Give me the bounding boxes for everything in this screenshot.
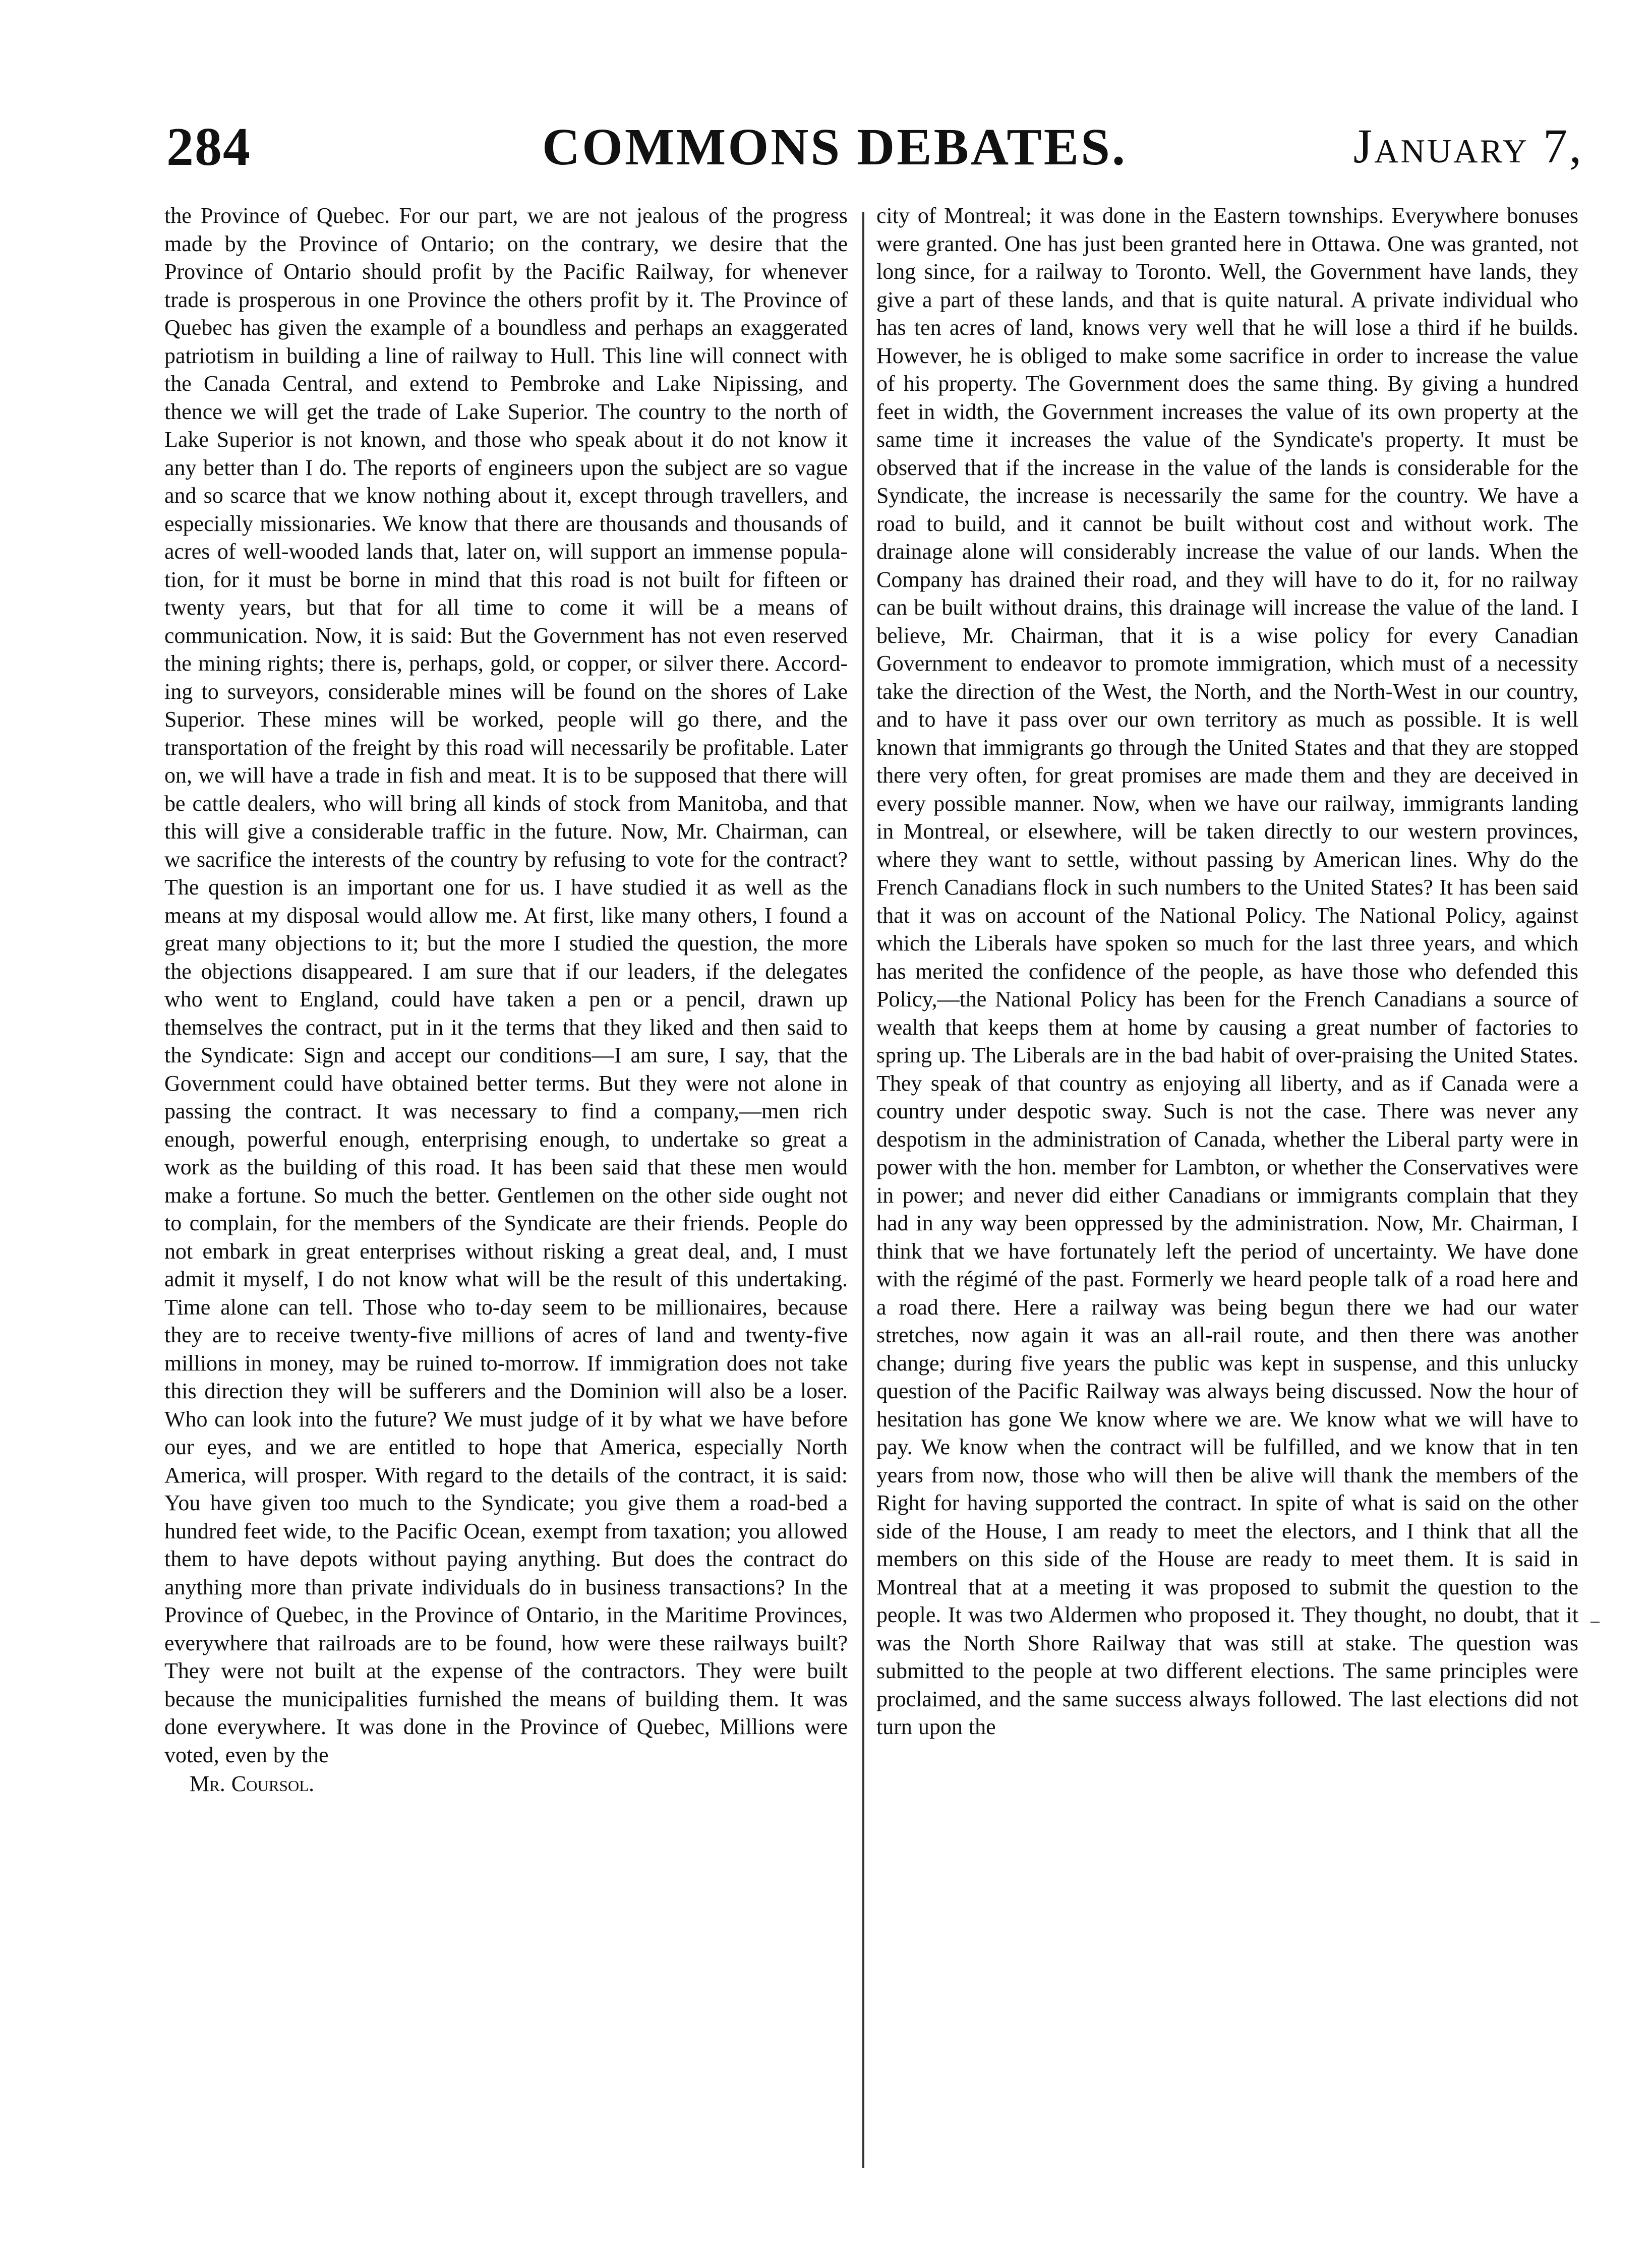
speaker-footer [164, 1770, 848, 1798]
column-divider [862, 212, 864, 2168]
speaker-name: Mr. Coursol. [190, 1771, 315, 1796]
journal-title: COMMONS DEBATES. [542, 118, 1127, 176]
left-column [164, 202, 848, 2168]
left-column-text: the Province of Quebec. For our part, we are not jealous of the progress made by the Province of Ontario; on the contrary, we desire that the Province of Ontario should profit by the Pacific Railway, for whenever trade is prosperous in one Province the others profit by it. The Province of Quebec has given the example of a boundless and perhaps an exaggerated patriotism in building a line of railway to Hull. This line will connect with the Canada Central, and extend to Pembroke and Lake Nipissing, and thence we will get the trade of Lake Superior. The country to the north of Lake Superior is not known, and those who speak about it do not know it any better than I do. The reports of engineers upon the subject are so vague and so scarce that we know nothing about it, except through travellers, and especially missionaries. We know that there are thousands and thousands of acres of well-wooded lands that, later on, will support an immense population, for it must be borne in mind that this road is not built for fifteen or twenty years, but that for all time to come it will be a means of communication. Now, it is said: But the Government has not even reserved the mining rights; there is, perhaps, gold, or copper, or silver there. According to surveyors, considerable mines will be found on the shores of Lake Superior. These mines will be worked, people will go there, and the transportation of the freight by this road will necessarily be profitable. Later on, we will have a trade in fish and meat. It is to be supposed that there will be cattle dealers, who will bring all kinds of stock from Manitoba, and that this will give a considerable traffic in the future. Now, Mr. Chairman, can we sacrifice the interests of the country by refusing to vote for the contract? The question is an important one for us. I have studied it as well as the means at my disposal would allow me. At first, like many others, I found a great many objections to it; but the more I studied the question, the more the objections disappeared. I am sure that if our leaders, if the delegates who went to England, could have taken a pen or a pencil, drawn up themselves the contract, put in it the terms that they liked and then said to the Syndicate: Sign and accept our conditions—I am sure, I say, that the Government could have obtained better terms. But they were not alone in passing the contract. It was necessary to find a company,—men rich enough, powerful enough, enterprising enough, to undertake so great a work as the building of this road. It has been said that these men would make a fortune. So much the better. Gentlemen on the other side ought not to complain, for the members of the Syndicate are their friends. People do not embark in great enterprises without risking a great deal, and, I must admit it myself, I do not know what will be the result of this undertaking. Time alone can tell. Those who to-day seem to be millionaires, because they are to receive twenty-five millions of acres of land and twenty-five millions in money, may be ruined to-morrow. If immigration does not take this direction they will be sufferers and the Dominion will also be a loser. Who can look into the future? We must judge of it by what we have before our eyes, and we are entitled to hope that America, especially North America, will prosper. With regard to the details of the contract, it is said: You have given too much to the Syndicate; you give them a road-bed a hundred feet wide, to the Pacific Ocean, exempt from taxation; you allowed them to have depots without paying anything. But does the contract do anything more than private individuals do in business transactions? In the Province of Quebec, in the Province of Ontario, in the Maritime Provinces, everywhere that railroads are to be found, how were these railways built? They were not built at the expense of the contractors. They were built because the municipalities furnished the means of building them. It was done everywhere. It was done in the Province of Quebec, Millions were voted, even by the [164, 203, 848, 1767]
page-date: January 7, [1353, 119, 1583, 173]
margin-mark [1590, 1622, 1600, 1623]
right-column-text: city of Montreal; it was done in the Eastern townships. Everywhere bonuses were granted. One has just been granted here in Ottawa. One was granted, not long since, for a railway to Toronto. Well, the Government have lands, they give a part of these lands, and that is quite natural. A private individual who has ten acres of land, knows very well that he will lose a third if he builds. However, he is obliged to make some sacrifice in order to increase the value of his property. The Government does the same thing. By giving a hundred feet in width, the Government increases the value of its own property at the same time it increases the value of the Syndicate's property. It must be observed that if the increase in the value of the lands is considerable for the Syndicate, the increase is necessarily the same for the country. We have a road to build, and it cannot be built without cost and without work. The drainage alone will considerably increase the value of our lands. When the Company has drained their road, and they will have to do it, for no railway can be built without drains, this drainage will increase the value of the land. I believe, Mr. Chairman, that it is a wise policy for every Canadian Government to endeavor to promote immigration, which must of a necessity take the direction of the West, the North, and the North-West in our country, and to have it pass over our own territory as much as possible. It is well known that immigrants go through the United States and that they are stopped there very often, for great promises are made them and they are deceived in every possible manner. Now, when we have our railway, immigrants landing in Montreal, or elsewhere, will be taken directly to our western provinces, where they want to settle, without passing by American lines. Why do the French Canadians flock in such numbers to the United States? It has been said that it was on account of the National Policy. The National Policy, against which the Liberals have spoken so much for the last three years, and which has merited the confidence of the people, as have those who defended this Policy,—the National Policy has been for the French Canadians a source of wealth that keeps them at home by causing a great number of factories to spring up. The Liberals are in the bad habit of over-praising the United States. They speak of that country as enjoying all liberty, and as if Canada were a country under despotic sway. Such is not the case. There was never any despotism in the administration of Canada, whether the Liberal party were in power with the hon. member for Lambton, or whether the Conservatives were in power; and never did either Canadians or immigrants complain that they had in any way been oppressed by the administration. Now, Mr. Chairman, I think that we have fortunately left the period of uncertainty. We have done with the régimé of the past. Formerly we heard people talk of a road here and a road there. Here a railway was being begun there we had our water stretches, now again it was an all-rail route, and then there was another change; during five years the public was kept in suspense, and this unlucky question of the Pacific Railway was always being discussed. Now the hour of hesitation has gone We know where we are. We know what we will have to pay. We know when the contract will be fulfilled, and we know that in ten years from now, those who will then be alive will thank the members of the Right for having supported the contract. In spite of what is said on the other side of the House, I am ready to meet the electors, and I think that all the members on this side of the House are ready to meet them. It is said in Montreal that at a meeting it was proposed to submit the question to the people. It was two Aldermen who proposed it. They thought, no doubt, that it was the North Shore Railway that was still at stake. The question was submitted to the people at two different elections. The same principles were proclaimed, and the same success always followed. The last elections did not turn upon the [876, 203, 1578, 1739]
right-column [876, 202, 1578, 2168]
page-header [166, 101, 1583, 187]
page-number: 284 [166, 117, 251, 177]
